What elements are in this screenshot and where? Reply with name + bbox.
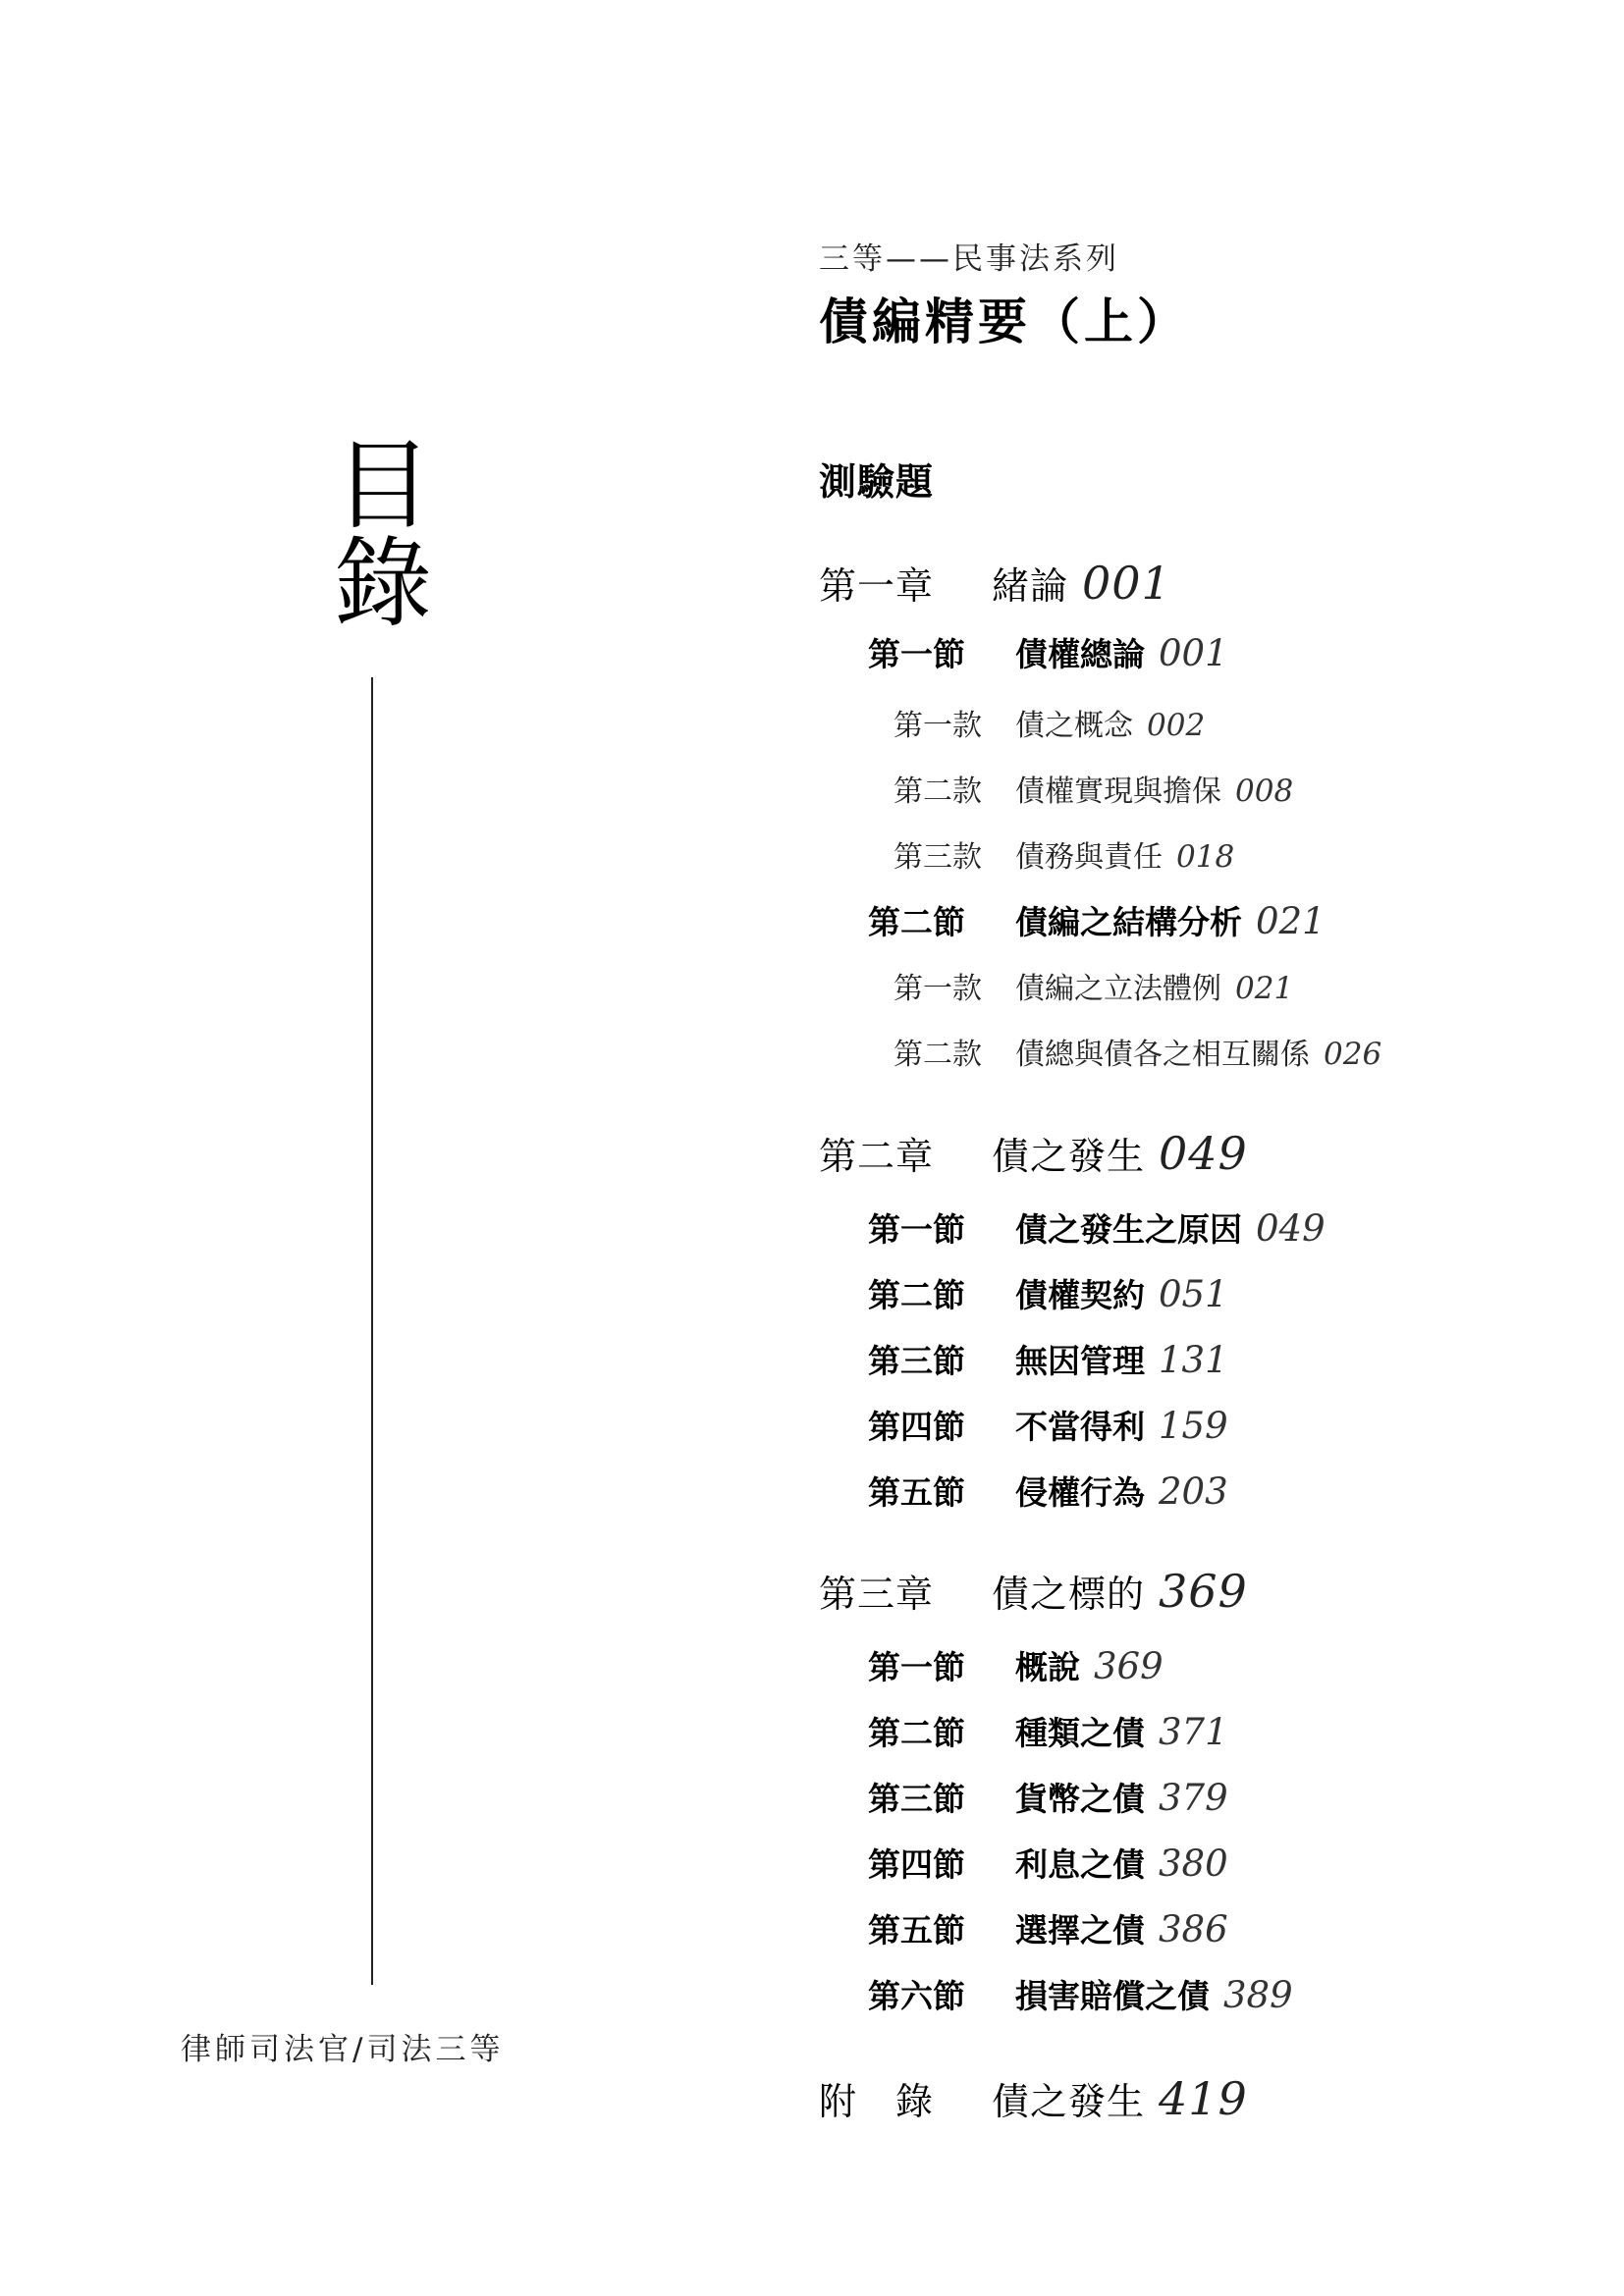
toc-section-entry — [868, 1642, 1164, 1688]
toc-section-title: 侵權行為 — [1015, 1473, 1145, 1512]
toc-section-title: 利息之債 — [1015, 1845, 1145, 1884]
toc-section-title: 債權總論 — [1015, 635, 1145, 673]
toc-section-title: 選擇之債 — [1015, 1911, 1145, 1949]
toc-section-entry — [868, 1905, 1228, 1951]
toc-title-char: 錄 — [334, 526, 432, 641]
toc-page-number: 131 — [1159, 1339, 1228, 1381]
toc-chapter-title: 緒論 — [992, 564, 1069, 608]
toc-chapter-label: 第二章 — [819, 1135, 935, 1178]
toc-page-number: 389 — [1223, 1974, 1293, 2016]
series-title: 三等——民事法系列 — [819, 241, 1119, 277]
toc-chapter-entry — [819, 556, 1171, 610]
toc-section-label: 第三節 — [868, 1780, 965, 1818]
toc-article-entry — [893, 701, 1205, 744]
toc-section-title: 無因管理 — [1015, 1342, 1145, 1380]
toc-article-title: 債之概念 — [1015, 709, 1133, 743]
toc-page-number: 002 — [1147, 708, 1206, 743]
toc-article-title: 債總與債各之相互關係 — [1015, 1038, 1310, 1072]
toc-page-number: 049 — [1159, 1127, 1248, 1180]
toc-section-label: 第二節 — [868, 1714, 965, 1752]
toc-section-entry — [868, 1708, 1228, 1754]
toc-section-label: 第一節 — [868, 1648, 965, 1686]
toc-section-label: 第五節 — [868, 1911, 965, 1949]
toc-section-entry — [868, 1971, 1293, 2017]
toc-page-number: 371 — [1159, 1711, 1228, 1753]
toc-article-label: 第三款 — [893, 840, 982, 875]
toc-article-label: 第二款 — [893, 774, 982, 809]
toc-section-label: 第一節 — [868, 635, 965, 673]
toc-article-label: 第二款 — [893, 1038, 982, 1072]
toc-article-label: 第一款 — [893, 972, 982, 1006]
toc-section-title: 種類之債 — [1015, 1714, 1145, 1752]
toc-section-entry — [868, 1402, 1228, 1448]
toc-article-entry — [893, 832, 1234, 876]
toc-page-number: 001 — [1082, 557, 1171, 610]
toc-article-entry — [893, 1030, 1381, 1073]
toc-page-number: 380 — [1159, 1842, 1228, 1885]
toc-chapter-label: 附 錄 — [819, 2080, 935, 2123]
toc-page-number: 386 — [1159, 1908, 1228, 1950]
toc-section-label: 第五節 — [868, 1473, 965, 1512]
toc-page-number: 379 — [1159, 1777, 1228, 1819]
toc-page-number: 203 — [1159, 1470, 1228, 1513]
toc-article-entry — [893, 964, 1293, 1007]
toc-title-char: 目 — [334, 428, 432, 543]
toc-section-label: 第六節 — [868, 1977, 965, 2015]
toc-section-entry — [868, 1468, 1228, 1514]
footer-exam-label: 律師司法官/司法三等 — [181, 2032, 505, 2067]
toc-section-label: 第三節 — [868, 1342, 965, 1380]
toc-section-title: 概說 — [1015, 1648, 1080, 1686]
toc-section-label: 第二節 — [868, 1276, 965, 1314]
quiz-heading: 測驗題 — [819, 460, 935, 504]
toc-section-title: 債權契約 — [1015, 1276, 1145, 1314]
toc-section-title: 損害賠償之債 — [1015, 1977, 1210, 2015]
toc-page-number: 051 — [1159, 1273, 1228, 1315]
toc-chapter-entry — [819, 2071, 1248, 2125]
toc-section-entry — [868, 897, 1326, 943]
toc-page-number: 419 — [1159, 2072, 1248, 2125]
toc-section-label: 第四節 — [868, 1408, 965, 1446]
toc-chapter-entry — [819, 1126, 1248, 1180]
toc-section-label: 第一節 — [868, 1210, 965, 1249]
toc-page-number: 369 — [1159, 1565, 1248, 1618]
toc-chapter-label: 第一章 — [819, 564, 935, 608]
toc-article-label: 第一款 — [893, 709, 982, 743]
toc-chapter-title: 債之標的 — [992, 1573, 1146, 1616]
toc-section-entry — [868, 1840, 1228, 1886]
toc-page-number: 018 — [1176, 839, 1235, 875]
toc-section-entry — [868, 629, 1228, 675]
toc-page-number: 021 — [1235, 971, 1294, 1006]
toc-section-label: 第二節 — [868, 903, 965, 941]
toc-article-title: 債權實現與擔保 — [1015, 774, 1221, 809]
toc-page-number: 021 — [1256, 900, 1326, 942]
toc-section-entry — [868, 1204, 1326, 1251]
toc-section-entry — [868, 1774, 1228, 1820]
toc-section-title: 貨幣之債 — [1015, 1780, 1145, 1818]
toc-section-label: 第四節 — [868, 1845, 965, 1884]
toc-page-number: 001 — [1159, 632, 1228, 674]
toc-section-title: 債編之結構分析 — [1015, 903, 1242, 941]
toc-section-title: 不當得利 — [1015, 1408, 1145, 1446]
toc-section-entry — [868, 1270, 1228, 1316]
book-title: 債編精要（上） — [819, 293, 1190, 350]
toc-chapter-label: 第三章 — [819, 1573, 935, 1616]
toc-page-number: 008 — [1235, 774, 1294, 809]
toc-page-number: 049 — [1256, 1207, 1326, 1250]
toc-article-title: 債編之立法體例 — [1015, 972, 1221, 1006]
toc-page-number: 159 — [1159, 1405, 1228, 1447]
toc-page-number: 369 — [1094, 1645, 1164, 1687]
toc-section-entry — [868, 1336, 1228, 1382]
toc-chapter-entry — [819, 1564, 1248, 1618]
toc-chapter-title: 債之發生 — [992, 1135, 1146, 1178]
toc-article-title: 債務與責任 — [1015, 840, 1163, 875]
toc-chapter-title: 債之發生 — [992, 2080, 1146, 2123]
toc-section-title: 債之發生之原因 — [1015, 1210, 1242, 1249]
toc-article-entry — [893, 767, 1293, 810]
toc-page-number: 026 — [1324, 1037, 1382, 1072]
